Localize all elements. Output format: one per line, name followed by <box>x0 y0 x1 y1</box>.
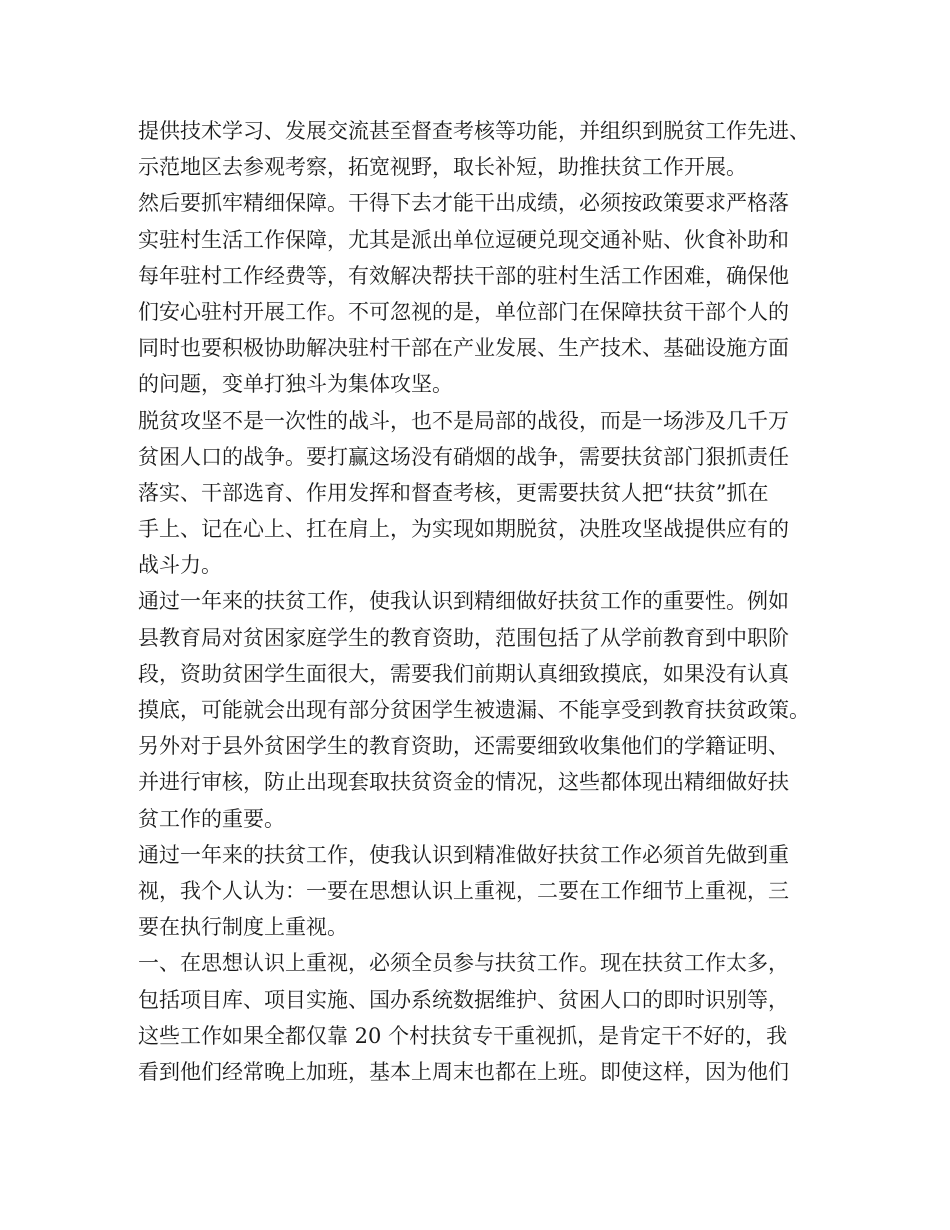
text-line: 这些工作如果全都仅靠 20 个村扶贫专干重视抓，是肯定干不好的，我 <box>138 1023 788 1048</box>
text-line: 要在执行制度上重视。 <box>138 915 348 940</box>
text-line: 段，资助贫困学生面很大，需要我们前期认真细致摸底，如果没有认真 <box>138 661 789 686</box>
text-line: 然后要抓牢精细保障。干得下去才能干出成绩，必须按政策要求严格落 <box>138 191 789 216</box>
text-line: 提供技术学习、发展交流甚至督查考核等功能，并组织到脱贫工作先进、 <box>138 119 810 143</box>
text-line: 包括项目库、项目实施、国办系统数据维护、贫困人口的即时识别等， <box>138 987 789 1012</box>
text-line: 看到他们经常晚上加班，基本上周末也都在上班。即使这样，因为他们 <box>138 1059 789 1084</box>
text-line: 们安心驻村开展工作。不可忽视的是，单位部门在保障扶贫干部个人的 <box>138 299 789 324</box>
text-line: 示范地区去参观考察，拓宽视野，取长补短，助推扶贫工作开展。 <box>138 155 747 180</box>
text-line: 通过一年来的扶贫工作，使我认识到精细做好扶贫工作的重要性。例如 <box>138 589 789 614</box>
text-line: 摸底，可能就会出现有部分贫困学生被遗漏、不能享受到教育扶贫政策。 <box>138 698 810 722</box>
text-line: 贫困人口的战争。要打赢这场没有硝烟的战争，需要扶贫部门狠抓责任 <box>138 444 789 469</box>
text-line: 县教育局对贫困家庭学生的教育资助，范围包括了从学前教育到中职阶 <box>138 625 789 650</box>
text-line: 的问题，变单打独斗为集体攻坚。 <box>138 372 453 397</box>
text-line: 贫工作的重要。 <box>138 806 285 831</box>
text-line: 脱贫攻坚不是一次性的战斗，也不是局部的战役，而是一场涉及几千万 <box>138 408 789 433</box>
text-line: 每年驻村工作经费等，有效解决帮扶干部的驻村生活工作困难，确保他 <box>138 263 789 288</box>
text-line: 一、在思想认识上重视，必须全员参与扶贫工作。现在扶贫工作太多， <box>138 951 789 976</box>
text-line: 同时也要积极协助解决驻村干部在产业发展、生产技术、基础设施方面 <box>138 336 789 361</box>
text-line: 另外对于县外贫困学生的教育资助，还需要细致收集他们的学籍证明、 <box>138 734 789 759</box>
text-line: 并进行审核，防止出现套取扶贫资金的情况，这些都体现出精细做好扶 <box>138 770 789 795</box>
text-line: 手上、记在心上、扛在肩上，为实现如期脱贫，决胜攻坚战提供应有的 <box>138 517 789 542</box>
document-body <box>138 113 828 1090</box>
text-line: 通过一年来的扶贫工作，使我认识到精准做好扶贫工作必须首先做到重 <box>138 842 789 867</box>
text-line: 战斗力。 <box>138 553 222 578</box>
text-line: 视，我个人认为：一要在思想认识上重视，二要在工作细节上重视，三 <box>138 878 789 903</box>
text-line: 落实、干部选育、作用发挥和督查考核，更需要扶贫人把“扶贫”抓在 <box>138 480 769 505</box>
text-line: 实驻村生活工作保障，尤其是派出单位逗硬兑现交通补贴、伙食补助和 <box>138 227 789 252</box>
